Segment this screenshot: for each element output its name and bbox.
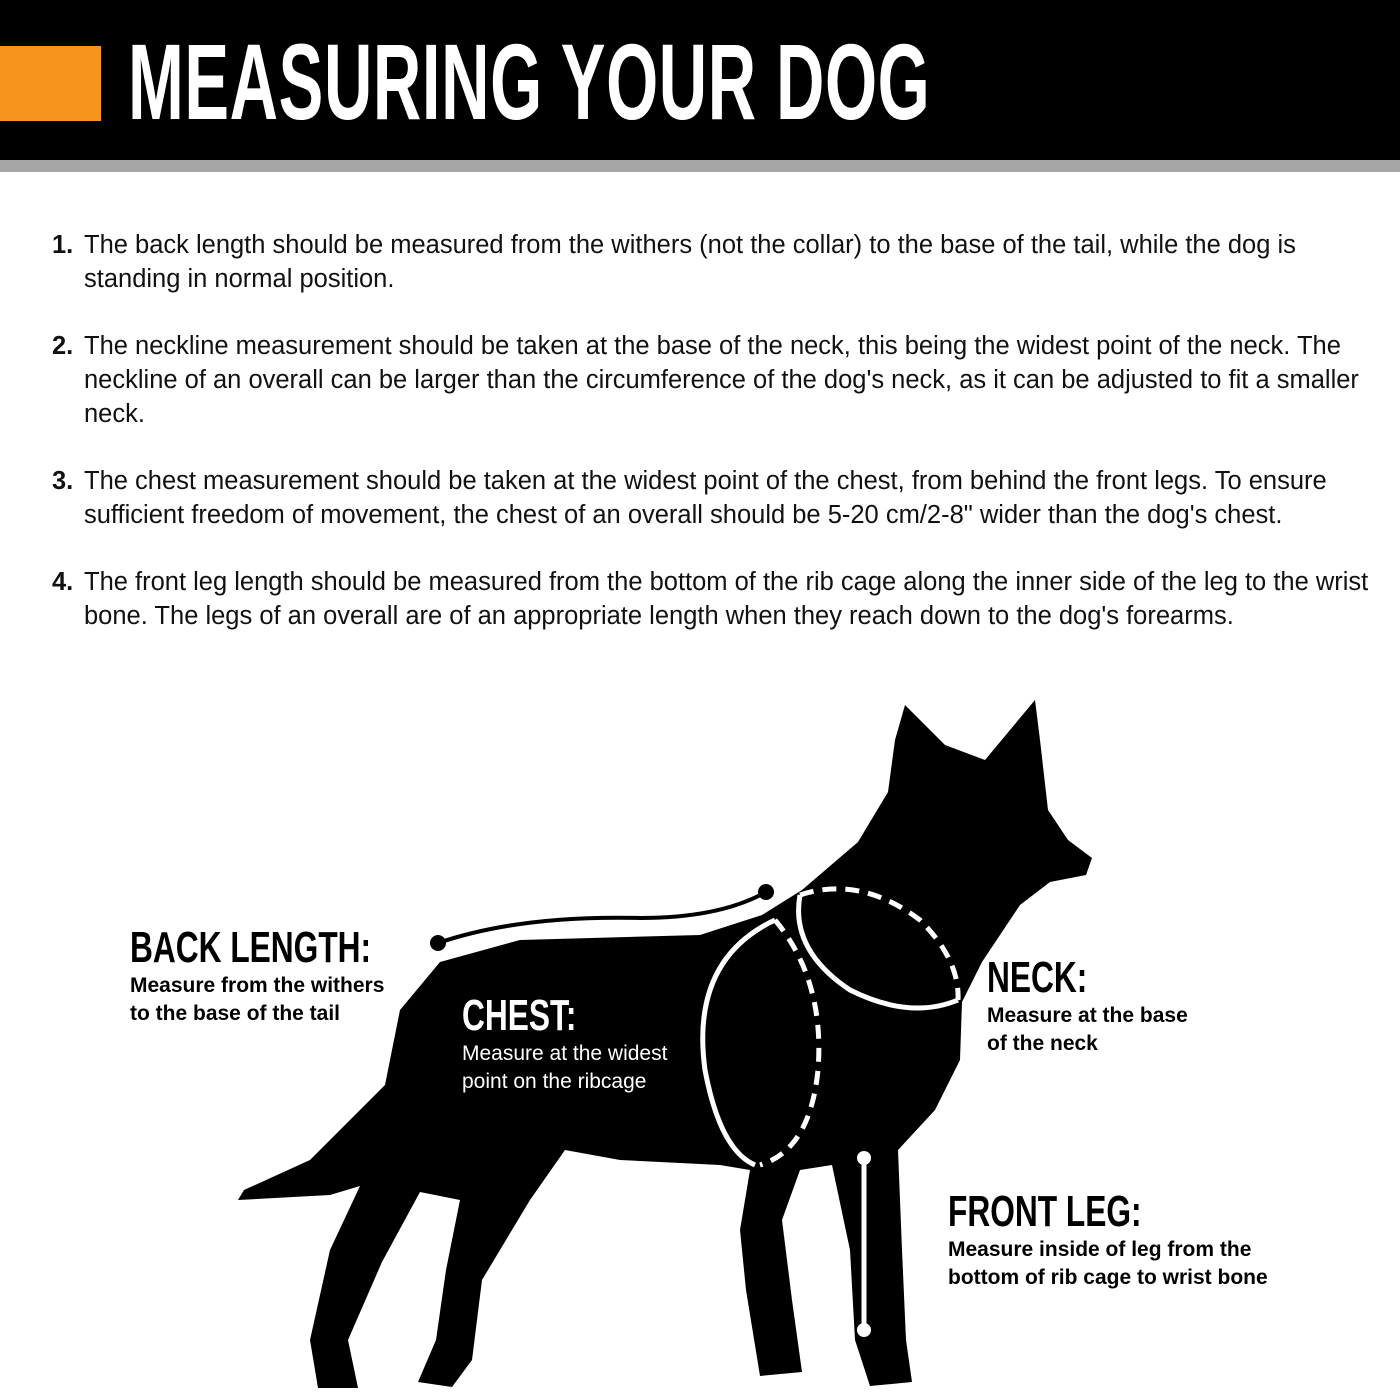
- step-number: 1.: [52, 231, 74, 259]
- front-leg-desc-2: bottom of rib cage to wrist bone: [948, 1266, 1268, 1289]
- back-length-label: [130, 923, 465, 1028]
- front-leg-desc-1: Measure inside of leg from the: [948, 1238, 1252, 1261]
- back-length-desc-2: to the base of the tail: [130, 1002, 341, 1025]
- step-number: 4.: [52, 568, 74, 596]
- step-text: The chest measurement should be taken at the widest point of the chest, from behind the front legs. To ensure sufficient freedom of movement, the chest of an overall should be 5-20 cm/2-8" wider than the dog's chest.: [84, 467, 1327, 529]
- chest-label: [462, 991, 668, 1096]
- back-length-desc-1: Measure from the withers: [130, 974, 385, 997]
- step-text: The front leg length should be measured from the bottom of the rib cage along the inner side of the leg to the wrist bone. The legs of an overall are of an appropriate length when they reach down to the dog's forearms.: [84, 568, 1369, 630]
- neck-desc-1: Measure at the base: [987, 1004, 1188, 1027]
- step-text: The neckline measurement should be taken at the base of the neck, this being the widest point of the neck. The neckline of an overall can be larger than the circumference of the dog's neck, as it can be adjusted to fit a smaller neck.: [84, 332, 1359, 428]
- front-leg-title: FRONT LEG:: [948, 1187, 1142, 1236]
- neck-title: NECK:: [987, 953, 1088, 1002]
- front-leg-label: [948, 1187, 1268, 1292]
- back-length-end-dot: [758, 884, 774, 900]
- front-leg-top-dot: [857, 1151, 871, 1165]
- step-number: 3.: [52, 467, 74, 495]
- page-title: MEASURING YOUR DOG: [128, 21, 931, 142]
- back-length-title: BACK LENGTH:: [130, 923, 372, 972]
- front-leg-bottom-dot: [857, 1323, 871, 1337]
- neck-desc-2: of the neck: [987, 1032, 1098, 1055]
- neck-label: [987, 953, 1188, 1058]
- step-text: The back length should be measured from the withers (not the collar) to the base of the tail, while the dog is standing in normal position.: [84, 231, 1296, 293]
- step-number: 2.: [52, 332, 74, 360]
- chest-desc-2: point on the ribcage: [462, 1070, 647, 1093]
- chest-title: CHEST:: [462, 991, 577, 1040]
- chest-desc-1: Measure at the widest: [462, 1042, 668, 1065]
